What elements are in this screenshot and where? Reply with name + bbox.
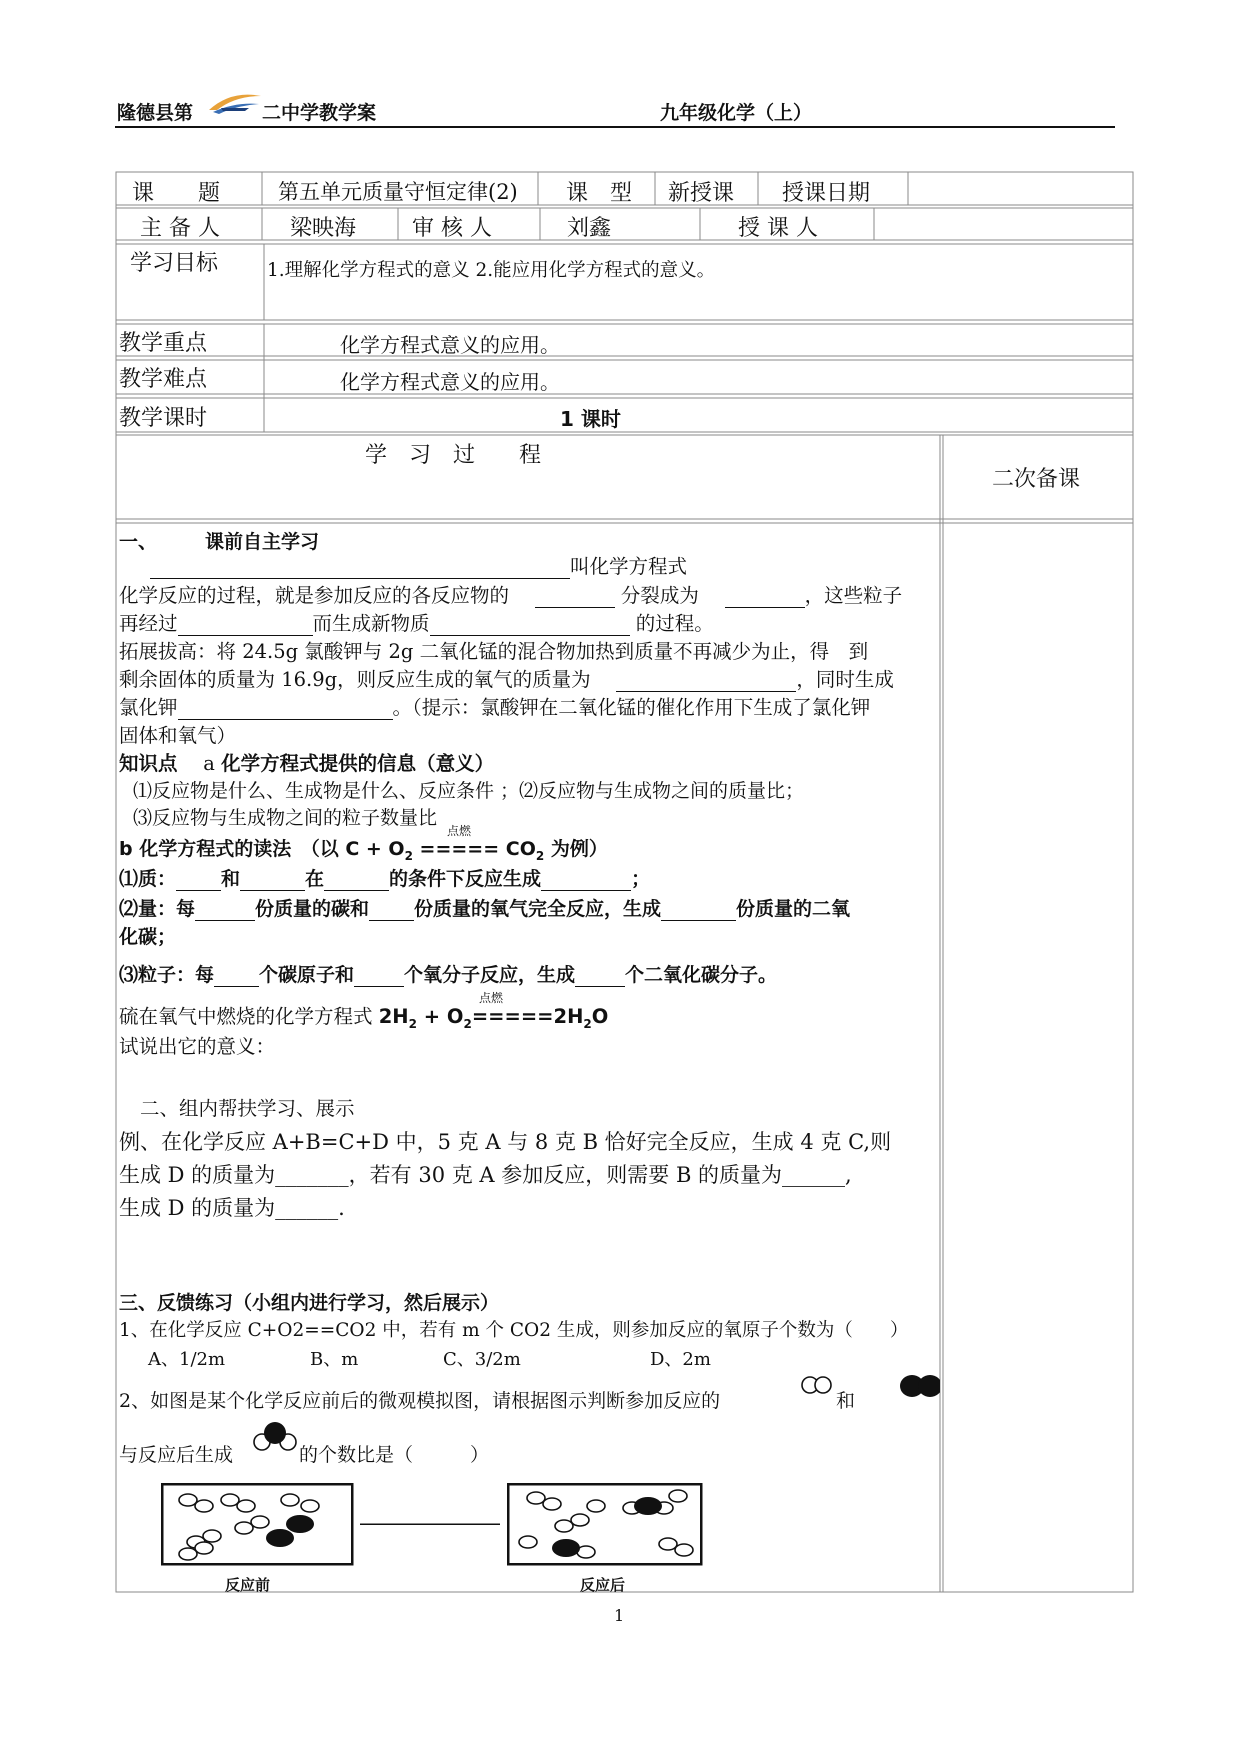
oxygen-molecule-icon: [800, 1374, 834, 1396]
example-line1: 例、在化学反应 A+B=C+D 中，5 克 A 与 8 克 B 恰好完全反应，生成 4 克 C,则: [119, 1130, 892, 1154]
school-name-left: 隆德县第: [117, 102, 194, 124]
reviewer-label: 审 核 人: [412, 216, 492, 241]
key-value: 化学方程式意义的应用。: [340, 333, 560, 357]
reviewer-value: 刘鑫: [567, 216, 612, 241]
hours-value: 1 课时: [560, 407, 621, 431]
key-label: 教学重点: [119, 331, 208, 356]
reading-quantity-cont: 化碳；: [119, 926, 177, 948]
page-number: 1: [614, 1606, 625, 1625]
date-label: 授课日期: [782, 181, 871, 206]
ignite-condition-1: 点燃: [447, 824, 472, 838]
reading-particles: ⑶粒子：每 个碳原子和 个氧分子反应，生成 个二氧化碳分子。: [119, 964, 778, 986]
reaction-process-line1: 化学反应的过程，就是参加反应的各反应物的 分裂成为 ，这些粒子: [119, 584, 903, 607]
course-title: 九年级化学（上）: [660, 102, 813, 124]
reading-method-title: b 化学方程式的读法 （以 $C + O_2$ ===== $CO_2$ 为例）: [119, 838, 608, 863]
second-prep-label: 二次备课: [992, 467, 1081, 492]
reading-quality: ⑴质： 和 在 的条件下反应生成 ；: [119, 868, 651, 890]
extension-line4: 固体和氧气）: [119, 724, 237, 747]
co2-molecule-icon: [252, 1420, 298, 1458]
exercise-2-and: 和: [836, 1390, 856, 1412]
topic-value: 第五单元质量守恒定律(2): [278, 180, 518, 204]
before-label: 反应前: [225, 1576, 271, 1594]
exercise-2-line1: 2、如图是某个化学反应前后的微观模拟图，请根据图示判断参加反应的: [119, 1390, 721, 1412]
knowledge-point-1: ⑴反应物是什么、生成物是什么、反应条件 ；⑵反应物与生成物之间的质量比；: [133, 780, 805, 802]
knowledge-point-2: ⑶反应物与生成物之间的粒子数量比: [133, 807, 438, 829]
goal-label: 学习目标: [130, 251, 219, 276]
section1-number: 一、: [119, 531, 158, 553]
preparer-value: 梁映海: [290, 216, 357, 241]
type-label: 课 型: [566, 181, 633, 206]
equation-definition-line: 叫化学方程式: [150, 551, 687, 579]
extension-line3: 氯化钾 。（提示：氯酸钾在二氧化锰的催化作用下生成了氯化钾: [119, 696, 871, 719]
exercise-2-line2b: 的个数比是（ ）: [299, 1444, 490, 1466]
goal-value: 1.理解化学方程式的意义 2.能应用化学方程式的意义。: [267, 260, 716, 281]
sulfur-question: 试说出它的意义：: [119, 1035, 276, 1058]
option-c: C、3/2m: [443, 1349, 521, 1370]
knowledge-point-title: 知识点 a 化学方程式提供的信息（意义）: [119, 752, 495, 775]
example-line2: 生成 D 的质量为_______，若有 30 克 A 参加反应，则需要 B 的质量为______,: [119, 1163, 852, 1187]
exercise-2-line2a: 与反应后生成: [119, 1444, 234, 1466]
option-a: A、1/2m: [148, 1349, 226, 1370]
after-label: 反应后: [580, 1576, 626, 1594]
extension-line1: 拓展拔高：将 24.5g 氯酸钾与 2g 二氧化锰的混合物加热到质量不再减少为止，得 到: [119, 640, 869, 663]
extension-line2: 剩余固体的质量为 16.9g，则反应生成的氧气的质量为 ，同时生成: [119, 668, 894, 691]
option-b: B、m: [310, 1349, 359, 1370]
reading-quantity: ⑵量：每 份质量的碳和 份质量的氧气完全反应，生成 份质量的二氧: [119, 898, 851, 920]
hours-label: 教学课时: [119, 406, 208, 431]
difficulty-label: 教学难点: [119, 367, 208, 392]
difficulty-value: 化学方程式意义的应用。: [340, 370, 560, 394]
sulfur-equation: 硫在氧气中燃烧的化学方程式 $2H_2 + O_2=====2H_2O$: [119, 1005, 609, 1031]
exercise-1: 1、在化学反应 C+O2==CO2 中，若有 m 个 CO2 生成，则参加反应的氧原子个数为（ ）: [119, 1320, 909, 1341]
topic-label: 课 题: [132, 181, 221, 206]
option-d: D、2m: [650, 1349, 711, 1370]
school-name-right: 二中学教学案: [262, 102, 377, 124]
example-line3: 生成 D 的质量为______.: [119, 1196, 345, 1220]
type-value: 新授课: [668, 181, 735, 206]
reaction-process-line2: 再经过 而生成新物质 的过程。: [119, 612, 714, 635]
preparer-label: 主 备 人: [140, 216, 220, 241]
process-title: 学 习 过 程: [365, 443, 542, 468]
reaction-diagram: [160, 1482, 740, 1582]
section1-heading: 课前自主学习: [205, 531, 320, 553]
section2-heading: 二、组内帮扶学习、展示: [140, 1097, 355, 1120]
carbon-pair-icon: [898, 1372, 940, 1400]
section3-heading: 三、反馈练习（小组内进行学习，然后展示）: [119, 1292, 500, 1314]
ignite-condition-2: 点燃: [479, 991, 504, 1005]
teacher-label: 授 课 人: [738, 216, 818, 241]
